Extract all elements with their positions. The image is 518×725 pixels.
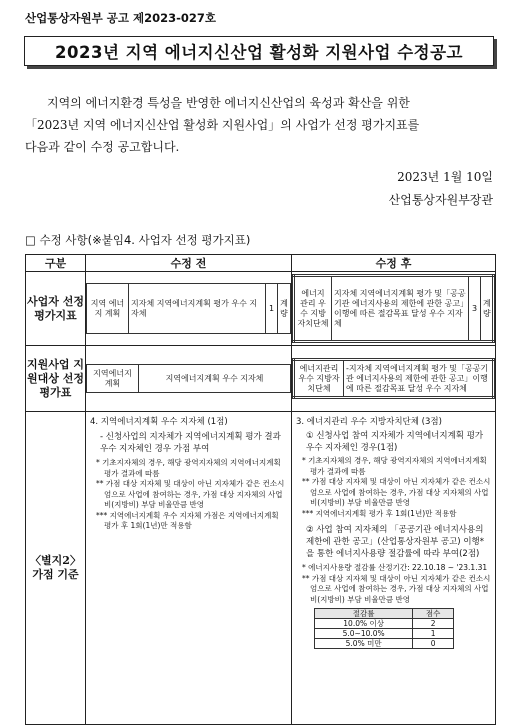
row2-before-c2: 지역에너지계획 우수 지자체 <box>139 365 291 393</box>
row2-before-c1: 지역에너지 계획 <box>87 365 139 393</box>
row1-after-inner <box>292 274 495 343</box>
row3-category: 〈별지2〉 가점 기준 <box>26 412 86 725</box>
header-before: 수정 전 <box>86 255 292 272</box>
row3-after <box>292 412 496 725</box>
ratio-rate: 5.0~10.0% <box>315 629 413 639</box>
table-header-row <box>26 255 496 272</box>
row3-before-n1: * 기초지자체의 경우, 해당 광역지자체의 지역에너지계획 평가 결과에 따름 <box>96 458 281 478</box>
table-row <box>26 346 496 412</box>
ratio-header-rate: 절감률 <box>315 609 413 619</box>
table-row <box>315 639 454 649</box>
row3-before-n2: ** 가점 대상 지자체 및 대상이 아닌 지자체가 같은 컨소시엄으로 사업에 참여하는 경우, 가점 대상 지자체의 사업비(지방비) 부담 비율만큼 반영 <box>96 479 285 509</box>
row1-before-c1: 지역 에너지 계획 <box>87 284 129 334</box>
row3-before <box>86 412 292 725</box>
row3-after-i2n1: * 에너지사용량 절감률 산정기간: 22.10.18 ~ '23.1.31 <box>302 563 488 572</box>
row2-after-c2: -지자체 지역에너지계획 평가 및「공공기관 에너지사용의 제한에 관한 공고」이행에 따른 절감목표 달성 우수 지자체 <box>344 360 494 398</box>
row3-after-i1n2: ** 가점 대상 지자체 및 대상이 아닌 지자체가 같은 컨소시엄으로 사업에 참여하는 경우, 가점 대상 지자체의 사업비(지방비) 부담 비율만큼 반영 <box>302 477 491 507</box>
row3-before-n3: *** 지역에너지계획 우수 지자체 가점은 지역에너지계획 평가 후 1회(1년)만 적용함 <box>96 510 279 530</box>
header-after: 수정 후 <box>292 255 496 272</box>
page-title: 2023년 지역 에너지신산업 활성화 지원사업 수정공고 <box>55 43 463 62</box>
ratio-header-score: 점수 <box>413 609 454 619</box>
row3-after-i2n2: ** 가점 대상 지자체 및 대상이 아닌 지자체가 같은 컨소시엄으로 사업에 참여하는 경우, 가점 대상 지자체의 사업비(지방비) 부담 비율만큼 반영 <box>302 573 491 604</box>
table-row <box>315 629 454 639</box>
section-header: □ 수정 사항(※붙임4. 사업자 선정 평가지표) <box>25 233 251 247</box>
row3-after-i1n1: * 기초지자체의 경우, 해당 광역지자체의 지역에너지계획 평가 결과에 따름 <box>302 456 487 476</box>
title-box <box>24 36 494 66</box>
ratio-score: 1 <box>413 629 454 639</box>
row1-before-inner <box>86 283 291 334</box>
table-row <box>26 412 496 725</box>
row3-after-i1n3: *** 지역에너지계획 평가 후 1회(1년)만 적용함 <box>302 508 457 518</box>
row2-before <box>86 346 292 412</box>
row3-before-title: 4. 지역에너지계획 우수 지자체 (1점) <box>90 417 228 427</box>
row1-category: 사업자 선정 평가지표 <box>26 272 86 346</box>
row3-before-b1: - 신청사업의 지자체가 지역에너지계획 평가 결과 우수 지자체인 경우 가점 부여 <box>100 432 281 454</box>
row2-after-inner <box>292 358 495 399</box>
row1-before-c4: 계량 <box>278 284 291 334</box>
table-row <box>315 619 454 629</box>
row1-after-c1: 에너지 관리 우수 지방자치단체 <box>294 276 332 342</box>
row3-after-i1: ① 신청사업 참여 지자체가 지역에너지계획 평가 우수 지자체인 경우(1점) <box>306 431 484 453</box>
ratio-rate: 5.0% 미만 <box>315 639 413 649</box>
row1-before-c3: 1 <box>266 284 278 334</box>
notice-date: 2023년 1월 10일 <box>397 170 493 184</box>
intro-line-2: 「2023년 지역 에너지신산업 활성화 지원사업」의 사업가 선정 평가지표를 <box>25 118 420 132</box>
ratio-score: 0 <box>413 639 454 649</box>
header-category: 구분 <box>26 255 86 272</box>
savings-ratio-table <box>314 608 454 649</box>
row1-before-c2: 지자체 지역에너지계획 평가 우수 지자체 <box>129 284 266 334</box>
row2-after-c1: 에너지관리 우수 지방자치단체 <box>294 360 344 398</box>
row1-before <box>86 272 292 346</box>
row3-after-i2: ② 사업 참여 지자체의 「공공기관 에너지사용의 제한에 관한 공고」(산업통상자원부 공고) 이행*을 통한 에너지사용량 절감률에 따라 부여(2점) <box>306 525 484 559</box>
table-row <box>26 272 496 346</box>
revision-table <box>25 254 496 725</box>
row1-after-c2: 지자체 지역에너지계획 평가 및「공공기관 에너지사용의 제한에 관한 공고」이행에 따른 절감목표 달성 우수 지자체 <box>332 276 469 342</box>
row1-after-c4: 계량 <box>481 276 494 342</box>
row1-after-c3: 3 <box>469 276 481 342</box>
intro-line-3: 다음과 같이 수정 공고합니다. <box>25 140 180 154</box>
ratio-rate: 10.0% 이상 <box>315 619 413 629</box>
intro-line-1: 지역의 에너지환경 특성을 반영한 에너지신산업의 육성과 확산을 위한 <box>47 96 410 110</box>
signature: 산업통상자원부장관 <box>388 193 493 207</box>
row1-after <box>292 272 496 346</box>
ratio-score: 2 <box>413 619 454 629</box>
intro-paragraph <box>25 92 493 158</box>
notice-number: 산업통상자원부 공고 제2023-027호 <box>25 11 216 25</box>
row2-before-inner <box>86 364 291 393</box>
row2-category: 지원사업 지원대상 선정 평가표 <box>26 346 86 412</box>
row3-after-title: 3. 에너지관리 우수 지방자치단체 (3점) <box>296 417 442 427</box>
row2-after <box>292 346 496 412</box>
